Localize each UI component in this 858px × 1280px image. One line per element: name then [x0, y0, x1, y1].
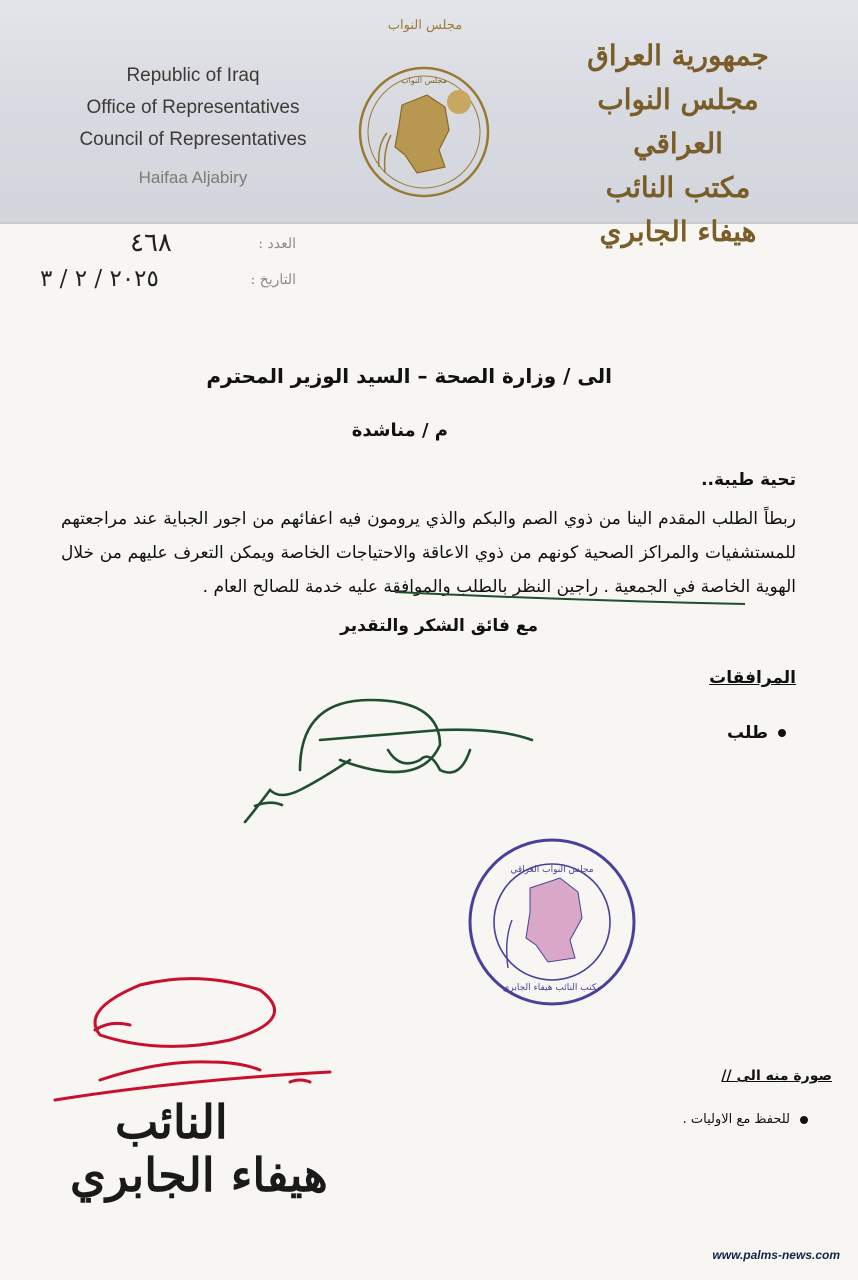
- emblem-top-text: مجلس النواب: [387, 18, 463, 33]
- letterhead-ar-line-2: مجلس النواب العراقي: [597, 83, 759, 160]
- closing-line: مع فائق الشكر والتقدير: [340, 616, 538, 636]
- reference-date-label: التاريخ :: [250, 272, 296, 288]
- website-footer: www.palms-news.com: [712, 1248, 840, 1262]
- letterhead-en-line-2: Office of Representatives: [86, 97, 300, 118]
- recipient-line: الى / وزارة الصحة – السيد الوزير المحترم: [206, 364, 612, 388]
- greeting: تحية طيبة..: [701, 470, 796, 490]
- stamp-outer-text: مجلس النواب العراقي: [510, 865, 594, 875]
- attachments-title: المرافقات: [709, 668, 796, 688]
- signatory-name: هيفاء الجابري: [70, 1148, 328, 1202]
- green-underline: [395, 592, 745, 604]
- official-stamp-icon: [470, 840, 634, 1004]
- copy-to-item: [683, 1112, 808, 1127]
- reference-number-label: العدد :: [258, 236, 296, 252]
- letterhead-ar-line-4: هيفاء الجابري: [599, 215, 757, 248]
- letterhead-ar-line-3: مكتب النائب: [605, 171, 751, 204]
- reference-date: ٢٠٢٥ / ٢ / ٣: [40, 266, 159, 292]
- copy-to-item-label: للحفظ مع الاوليات .: [682, 1112, 790, 1127]
- letter-body: ربطاً الطلب المقدم الينا من ذوي الصم والبكم والذي يرومون فيه اعفائهم من اجور الجباية عند مراجعتهم للمستشفيات والمراكز الصحية كونهم من ذوي الاعاقة والاحتياجات الخاصة ويمكن التعرف عليهم من خلال الهوية الخاصة في الجمعية . راجين النظر بالطلب والموافقة عليه خدمة للصالح العام .: [61, 509, 796, 597]
- letterhead-ar-line-1: جمهورية العراق: [587, 39, 769, 72]
- stamp-bottom-text: مكتب النائب هيفاء الجابري: [502, 983, 602, 993]
- green-signature-icon: [245, 700, 532, 822]
- red-signature-icon: [55, 979, 330, 1100]
- letterhead-en-line-1: Republic of Iraq: [126, 65, 260, 86]
- letterhead-en-line-3: Council of Representatives: [79, 129, 307, 150]
- signatory-title: النائب: [115, 1095, 228, 1149]
- copy-to-title: صورة منه الى //: [721, 1068, 832, 1084]
- letterhead-en-name: Haifaa Aljabiry: [138, 168, 248, 187]
- subject-line: م / مناشدة: [351, 420, 448, 441]
- reference-number: ٤٦٨: [130, 228, 172, 258]
- bullet-icon: [800, 1116, 808, 1124]
- attachment-item-label: طلب: [727, 723, 768, 743]
- emblem-inner-text: مجلس النواب: [401, 76, 447, 85]
